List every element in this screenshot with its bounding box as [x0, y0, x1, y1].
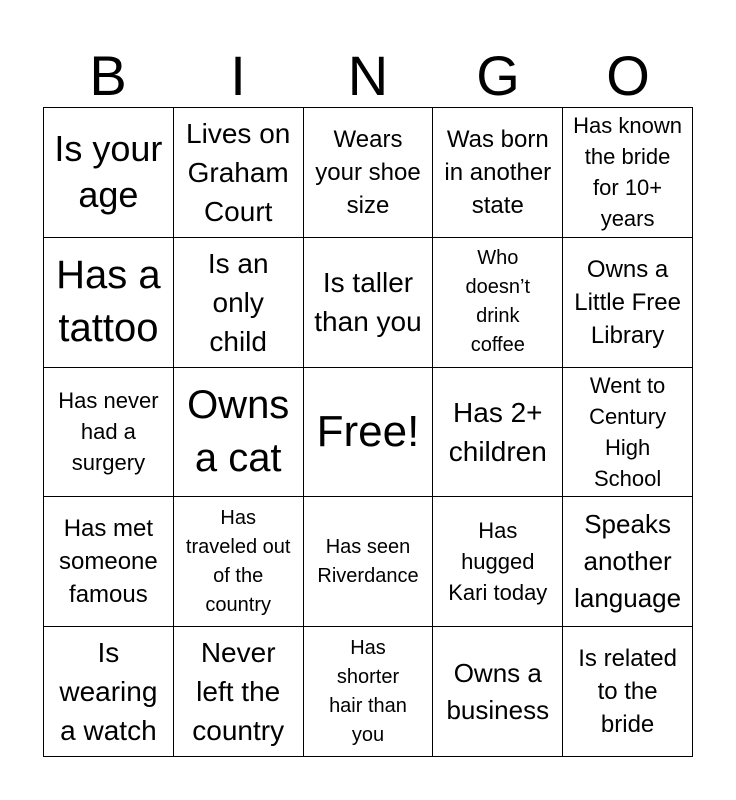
cell-text: Went to Century High School [589, 372, 667, 491]
cell-text: Has a tattoo [56, 253, 161, 351]
header-letter-b: B [89, 44, 127, 107]
bingo-cell[interactable] [433, 238, 563, 368]
cell-text: Speaks another language [574, 509, 682, 614]
bingo-cell[interactable] [433, 368, 563, 498]
bingo-cell[interactable] [304, 627, 434, 757]
bingo-cell[interactable] [44, 108, 174, 238]
cell-text: Lives on Graham Court [186, 117, 291, 227]
cell-text: Owns a cat [187, 382, 290, 480]
cell-text: Has seen Riverdance [317, 535, 419, 587]
cell-text: Owns a business [446, 657, 550, 725]
bingo-cell[interactable] [174, 108, 304, 238]
cell-text: Is related to the bride [578, 645, 677, 739]
cell-text: Has hugged Kari today [448, 518, 548, 606]
bingo-cell[interactable] [563, 108, 693, 238]
bingo-cell[interactable] [563, 368, 693, 498]
free-space-text: Free! [316, 406, 420, 456]
bingo-cell[interactable] [174, 497, 304, 627]
bingo-board [43, 107, 693, 757]
bingo-cell[interactable] [44, 627, 174, 757]
header-letter-g: G [476, 44, 520, 107]
bingo-cell[interactable] [44, 497, 174, 627]
bingo-cell[interactable] [304, 497, 434, 627]
bingo-cell[interactable] [304, 238, 434, 368]
bingo-cell[interactable] [433, 627, 563, 757]
bingo-cell[interactable] [433, 497, 563, 627]
cell-text: Has 2+ children [448, 396, 547, 467]
bingo-header [43, 44, 693, 108]
cell-text: Is taller than you [314, 267, 422, 338]
cell-text: Is wearing a watch [59, 637, 158, 747]
bingo-cell[interactable] [563, 627, 693, 757]
cell-text: Has traveled out of the country [185, 506, 291, 616]
bingo-cell[interactable] [304, 108, 434, 238]
bingo-cell[interactable] [44, 238, 174, 368]
cell-text: Is your age [54, 128, 163, 216]
cell-text: Has shorter hair than you [329, 636, 407, 746]
bingo-cell[interactable] [174, 368, 304, 498]
header-letter-i: I [230, 44, 246, 107]
free-space[interactable] [304, 368, 434, 498]
cell-text: Was born in another state [444, 125, 552, 219]
bingo-cell[interactable] [563, 497, 693, 627]
bingo-cell[interactable] [174, 238, 304, 368]
cell-text: Is an only child [207, 247, 269, 357]
header-letter-o: O [606, 44, 650, 107]
cell-text: Who doesn’t drink coffee [465, 247, 531, 357]
header-letter-n: N [347, 44, 389, 107]
cell-text: Never left the country [192, 637, 285, 747]
cell-text: Has never had a surgery [58, 388, 159, 476]
cell-text: Has known the bride for 10+ years [573, 113, 683, 232]
bingo-cell[interactable] [44, 368, 174, 498]
bingo-cell[interactable] [174, 627, 304, 757]
bingo-cell[interactable] [433, 108, 563, 238]
cell-text: Owns a Little Free Library [574, 255, 681, 349]
bingo-cell[interactable] [563, 238, 693, 368]
cell-text: Has met someone famous [59, 515, 158, 609]
cell-text: Wears your shoe size [315, 125, 421, 219]
